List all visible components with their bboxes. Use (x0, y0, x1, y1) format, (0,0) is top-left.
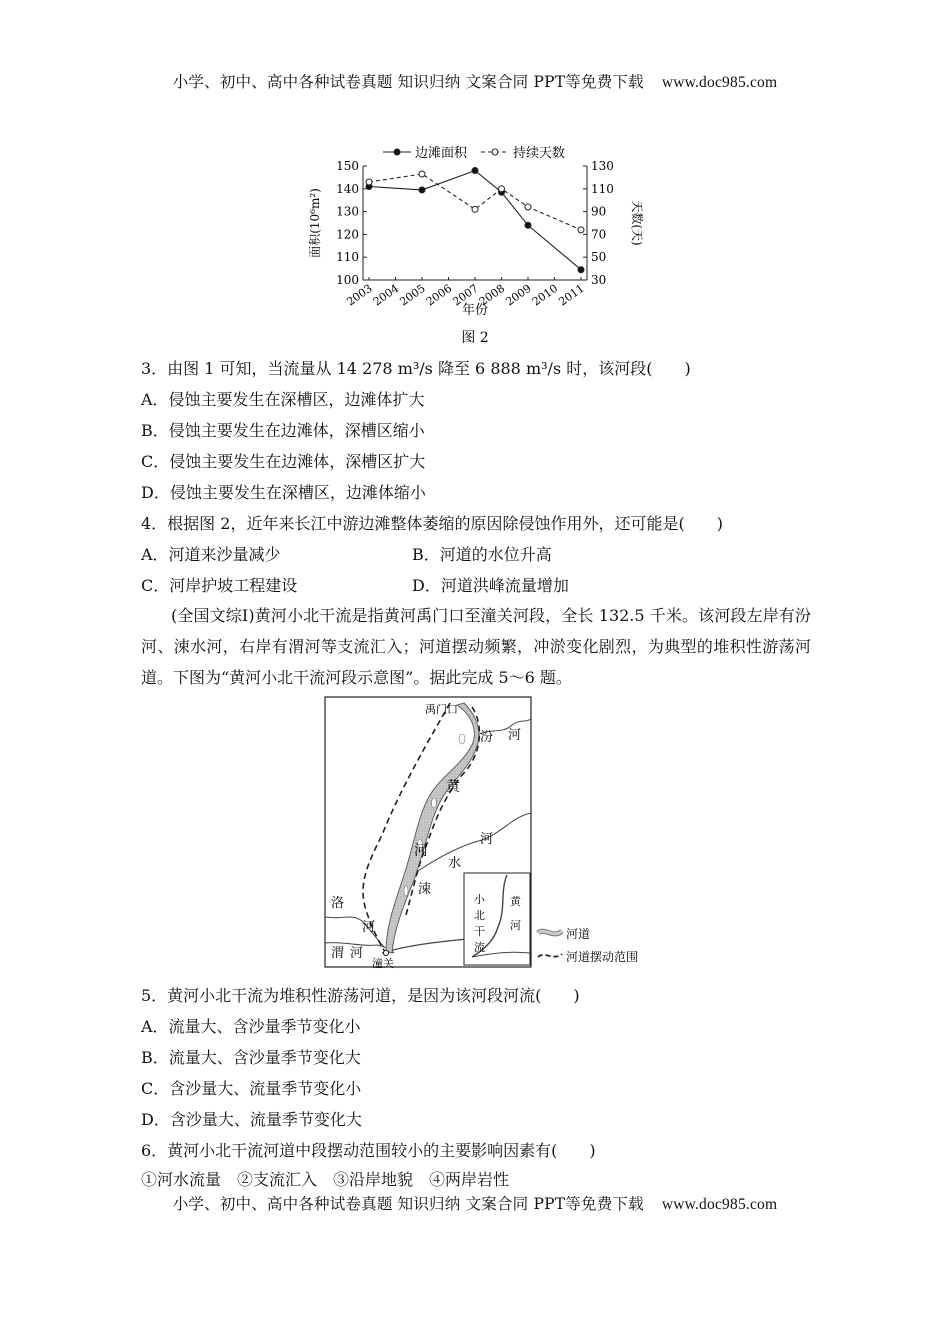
inset-label-xiao: 小 (474, 893, 485, 906)
label-huang: 黄 (446, 779, 460, 795)
y-tick-label-left: 140 (336, 181, 359, 196)
y-tick-label-right: 110 (591, 181, 614, 196)
legend-channel: 河道 (566, 927, 591, 941)
header-site: www.doc985.com (661, 74, 778, 91)
label-huang-he: 河 (414, 843, 428, 859)
y-axis-title-left: 面积(10⁶m²) (308, 188, 322, 258)
inset-label-bei: 北 (474, 909, 485, 922)
inset-label-liu: 流 (474, 941, 485, 954)
q4-option-b: B．河道的水位升高 (412, 545, 552, 564)
legend-marker-0 (394, 149, 400, 155)
q5-option-d: D．含沙量大、流量季节变化大 (141, 1110, 362, 1129)
y-tick-label-left: 110 (336, 250, 359, 265)
y-tick-label-right: 30 (591, 273, 607, 287)
y-tick-label-right: 130 (591, 159, 614, 173)
label-luo: 洛 (331, 896, 345, 911)
q3-option-d: D．侵蚀主要发生在深槽区，边滩体缩小 (141, 483, 426, 502)
label-tongguan: 潼关 (372, 957, 394, 970)
inset-label-huang: 黄 (510, 895, 521, 908)
legend-label-0: 边滩面积 (415, 146, 468, 161)
y-tick-label-left: 120 (336, 227, 359, 242)
y-tick-label-left: 130 (336, 204, 359, 219)
series-point-1 (578, 227, 584, 233)
series-point-1 (499, 186, 505, 192)
legend-swing: 河道摆动范围 (566, 950, 639, 964)
q5-stem: 5．黄河小北干流为堆积性游荡河道，是因为该河段河流( ) (141, 986, 580, 1005)
q5-option-c: C．含沙量大、流量季节变化小 (141, 1079, 362, 1098)
q3-option-c: C．侵蚀主要发生在边滩体，深槽区扩大 (141, 452, 426, 471)
figure2-caption: 图 2 (461, 330, 489, 346)
label-luo-he: 河 (362, 920, 376, 935)
q3-stem: 3．由图 1 可知，当流量从 14 278 m³/s 降至 6 888 m³/s 时，该河段( ) (141, 359, 691, 378)
x-tick-label: 2003 (344, 281, 375, 309)
series-point-1 (419, 171, 425, 177)
series-point-0 (525, 222, 531, 228)
footer-text: 小学、初中、高中各种试卷真题 知识归纳 文案合同 PPT等免费下载 (172, 1195, 644, 1213)
page-footer (0, 1192, 950, 1214)
x-tick-label: 2006 (423, 281, 455, 309)
y-tick-label-right: 50 (591, 250, 607, 265)
q3-option-b: B．侵蚀主要发生在边滩体，深槽区缩小 (141, 421, 425, 440)
x-tick-label: 2004 (370, 281, 402, 309)
q6-stem: 6．黄河小北干流河道中段摆动范围较小的主要影响因素有( ) (141, 1141, 596, 1160)
x-tick-label: 2007 (450, 281, 481, 309)
series-point-1 (366, 179, 372, 185)
label-yumenkou: 禹门口 (425, 703, 458, 716)
legend-label-1: 持续天数 (513, 146, 566, 161)
y-axis-title-right: 天数(天) (630, 200, 644, 246)
series-line-1 (369, 174, 581, 230)
series-point-0 (419, 187, 425, 193)
label-su: 涑 (418, 882, 432, 897)
footer-site: www.doc985.com (661, 1196, 778, 1213)
x-tick-label: 2005 (397, 281, 428, 309)
series-line-0 (369, 171, 581, 270)
yellow-river-map (322, 695, 652, 975)
intro-paragraph: (全国文综Ⅰ)黄河小北干流是指黄河禹门口至潼关河段，全长 132.5 千米。该河段左岸有汾河、涑水河，右岸有渭河等支流汇入；河道摆动频繁，冲淤变化剧烈，为典型的堆积性游荡河道。下图为“黄河小北干流河段示意图”。据此完成 5～6 题。 (141, 606, 811, 687)
label-fen: 汾 (480, 730, 494, 745)
label-wei: 渭 (331, 946, 345, 961)
y-tick-label-left: 150 (336, 159, 359, 173)
figure2-chart (295, 138, 655, 350)
header-text: 小学、初中、高中各种试卷真题 知识归纳 文案合同 PPT等免费下载 (172, 73, 644, 91)
q4-option-a: A．河道来沙量减少 (141, 545, 281, 564)
q4-option-d: D．河道洪峰流量增加 (412, 576, 569, 595)
label-he-east: 河 (480, 832, 494, 847)
label-wei-he: 河 (350, 946, 364, 961)
series-point-0 (578, 267, 584, 273)
inset-label-he: 河 (510, 919, 521, 932)
y-tick-label-right: 90 (591, 204, 607, 219)
y-tick-label-left: 100 (336, 273, 359, 287)
series-point-0 (472, 168, 478, 174)
q6-factors: ①河水流量 ②支流汇入 ③沿岸地貌 ④两岸岩性 (141, 1170, 510, 1189)
x-axis-title: 年份 (461, 303, 489, 318)
series-point-1 (472, 206, 478, 212)
x-tick-label: 2008 (476, 281, 508, 309)
q5-option-b: B．流量大、含沙量季节变化大 (141, 1048, 361, 1067)
inset-label-gan: 干 (474, 925, 485, 938)
q4-stem: 4．根据图 2，近年来长江中游边滩整体萎缩的原因除侵蚀作用外，还可能是( ) (141, 514, 723, 533)
series-point-1 (525, 204, 531, 210)
label-fen-he: 河 (508, 728, 522, 743)
y-tick-label-right: 70 (591, 227, 607, 242)
page-header (0, 70, 950, 92)
x-tick-label: 2011 (556, 281, 587, 309)
q4-option-c: C．河岸护坡工程建设 (141, 576, 298, 595)
x-tick-label: 2010 (529, 281, 561, 309)
q3-option-a: A．侵蚀主要发生在深槽区，边滩体扩大 (141, 390, 425, 409)
label-shui: 水 (448, 856, 462, 871)
q5-option-a: A．流量大、含沙量季节变化小 (141, 1017, 361, 1036)
legend-marker-1 (492, 149, 498, 155)
x-tick-label: 2009 (503, 281, 534, 309)
